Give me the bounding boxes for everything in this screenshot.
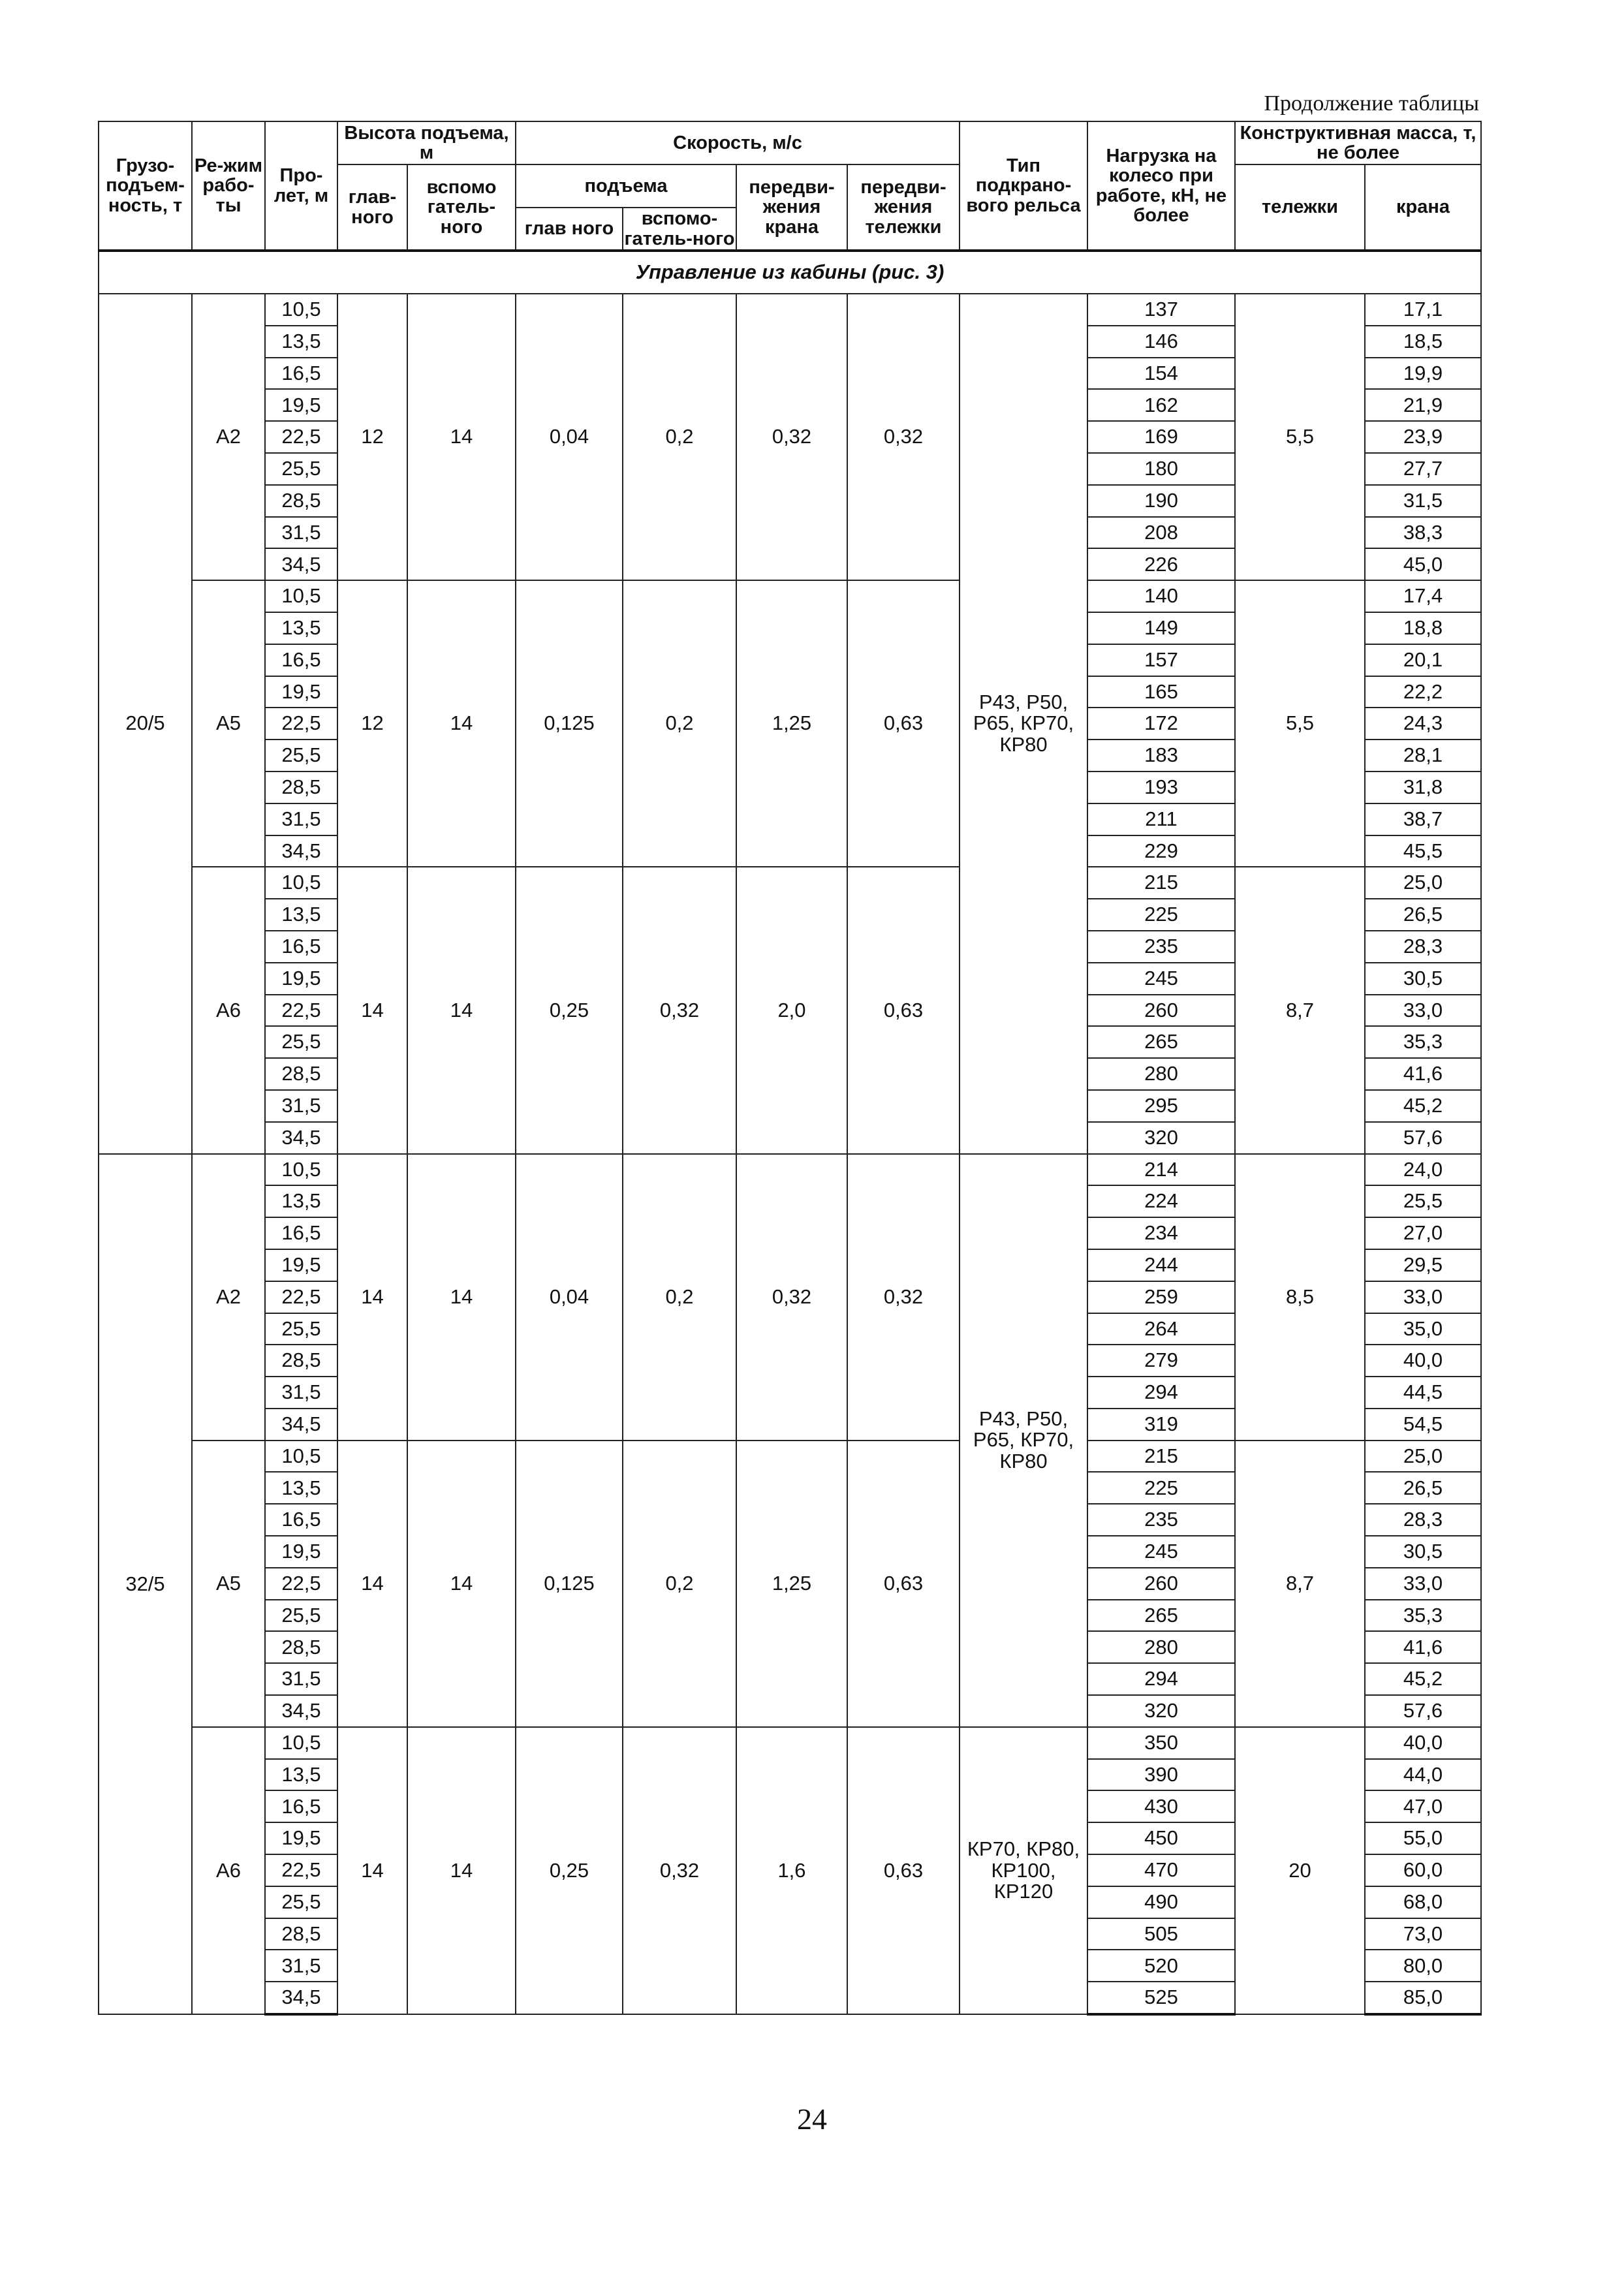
wheel-load-cell: 208 — [1087, 517, 1235, 549]
crane-mass-cell: 45,2 — [1365, 1663, 1481, 1695]
header-span: Про-лет, м — [265, 121, 337, 251]
crane-mass-cell: 18,5 — [1365, 326, 1481, 358]
speed-lift-main-cell: 0,25 — [516, 867, 623, 1153]
wheel-load-cell: 193 — [1087, 771, 1235, 803]
speed-lift-main-cell: 0,125 — [516, 1441, 623, 1727]
span-cell: 28,5 — [265, 1631, 337, 1663]
crane-mass-cell: 27,0 — [1365, 1217, 1481, 1249]
wheel-load-cell: 172 — [1087, 708, 1235, 740]
span-cell: 34,5 — [265, 1695, 337, 1727]
wheel-load-cell: 294 — [1087, 1663, 1235, 1695]
crane-specifications-table — [98, 121, 1482, 2016]
wheel-load-cell: 450 — [1087, 1822, 1235, 1854]
crane-mass-cell: 27,7 — [1365, 453, 1481, 485]
crane-mass-cell: 54,5 — [1365, 1409, 1481, 1441]
height-aux-cell: 14 — [407, 1154, 516, 1441]
wheel-load-cell: 225 — [1087, 899, 1235, 931]
wheel-load-cell: 280 — [1087, 1631, 1235, 1663]
span-cell: 31,5 — [265, 803, 337, 835]
crane-mass-cell: 28,3 — [1365, 931, 1481, 963]
mode-cell: А5 — [192, 580, 265, 867]
speed-lift-aux-cell: 0,32 — [623, 1727, 736, 2014]
header-speed-lift-main: глав ного — [516, 208, 623, 251]
table-row — [99, 580, 1481, 612]
height-aux-cell: 14 — [407, 1441, 516, 1727]
height-main-cell: 12 — [337, 294, 407, 580]
span-cell: 10,5 — [265, 867, 337, 899]
table-row — [99, 1727, 1481, 1759]
span-cell: 19,5 — [265, 676, 337, 708]
header-mode: Ре-жим рабо-ты — [192, 121, 265, 251]
wheel-load-cell: 259 — [1087, 1281, 1235, 1313]
wheel-load-cell: 264 — [1087, 1313, 1235, 1345]
table-row — [99, 867, 1481, 899]
speed-crane-cell: 1,25 — [736, 1441, 847, 1727]
wheel-load-cell: 215 — [1087, 1441, 1235, 1473]
wheel-load-cell: 149 — [1087, 612, 1235, 644]
wheel-load-cell: 190 — [1087, 485, 1235, 517]
span-cell: 28,5 — [265, 771, 337, 803]
header-mass-group: Конструктивная масса, т, не более — [1235, 121, 1481, 164]
trolley-mass-cell: 5,5 — [1235, 580, 1365, 867]
header-height-aux: вспомо гатель-ного — [407, 164, 516, 251]
crane-mass-cell: 31,5 — [1365, 485, 1481, 517]
header-height-main: глав-ного — [337, 164, 407, 251]
crane-mass-cell: 60,0 — [1365, 1854, 1481, 1886]
span-cell: 25,5 — [265, 740, 337, 771]
crane-mass-cell: 19,9 — [1365, 358, 1481, 390]
span-cell: 19,5 — [265, 1822, 337, 1854]
speed-crane-cell: 1,6 — [736, 1727, 847, 2014]
rail-type-cell: Р43, Р50, Р65, КР70, КР80 — [960, 1154, 1087, 1727]
trolley-mass-cell: 8,7 — [1235, 1441, 1365, 1727]
crane-mass-cell: 38,7 — [1365, 803, 1481, 835]
span-cell: 34,5 — [265, 835, 337, 867]
crane-mass-cell: 26,5 — [1365, 899, 1481, 931]
crane-mass-cell: 57,6 — [1365, 1695, 1481, 1727]
mode-cell: А5 — [192, 1441, 265, 1727]
span-cell: 16,5 — [265, 1217, 337, 1249]
span-cell: 31,5 — [265, 1090, 337, 1122]
crane-mass-cell: 28,3 — [1365, 1504, 1481, 1536]
span-cell: 25,5 — [265, 1313, 337, 1345]
span-cell: 25,5 — [265, 453, 337, 485]
speed-trolley-cell: 0,63 — [847, 1727, 960, 2014]
table-row — [99, 1154, 1481, 1186]
wheel-load-cell: 490 — [1087, 1886, 1235, 1918]
wheel-load-cell: 215 — [1087, 867, 1235, 899]
header-capacity: Грузо-подъем-ность, т — [99, 121, 192, 251]
speed-crane-cell: 1,25 — [736, 580, 847, 867]
wheel-load-cell: 137 — [1087, 294, 1235, 326]
span-cell: 31,5 — [265, 517, 337, 549]
crane-mass-cell: 21,9 — [1365, 389, 1481, 421]
span-cell: 10,5 — [265, 1154, 337, 1186]
wheel-load-cell: 224 — [1087, 1185, 1235, 1217]
crane-mass-cell: 40,0 — [1365, 1345, 1481, 1377]
wheel-load-cell: 165 — [1087, 676, 1235, 708]
page-number: 24 — [797, 2102, 827, 2136]
crane-mass-cell: 47,0 — [1365, 1790, 1481, 1822]
span-cell: 25,5 — [265, 1600, 337, 1632]
span-cell: 34,5 — [265, 1409, 337, 1441]
capacity-cell: 32/5 — [99, 1154, 192, 2015]
height-main-cell: 12 — [337, 580, 407, 867]
table-continuation-label: Продолжение таблицы — [1264, 91, 1479, 116]
crane-mass-cell: 28,1 — [1365, 740, 1481, 771]
rail-type-cell: КР70, КР80, КР100, КР120 — [960, 1727, 1087, 2014]
crane-mass-cell: 23,9 — [1365, 421, 1481, 453]
wheel-load-cell: 430 — [1087, 1790, 1235, 1822]
crane-mass-cell: 35,3 — [1365, 1026, 1481, 1058]
rail-type-cell: Р43, Р50, Р65, КР70, КР80 — [960, 294, 1087, 1154]
span-cell: 16,5 — [265, 644, 337, 676]
header-rail-type: Тип подкрано-вого рельса — [960, 121, 1087, 251]
crane-mass-cell: 80,0 — [1365, 1950, 1481, 1982]
wheel-load-cell: 183 — [1087, 740, 1235, 771]
span-cell: 10,5 — [265, 294, 337, 326]
crane-mass-cell: 31,8 — [1365, 771, 1481, 803]
wheel-load-cell: 320 — [1087, 1695, 1235, 1727]
span-cell: 28,5 — [265, 485, 337, 517]
wheel-load-cell: 235 — [1087, 931, 1235, 963]
span-cell: 22,5 — [265, 995, 337, 1027]
crane-mass-cell: 24,3 — [1365, 708, 1481, 740]
span-cell: 22,5 — [265, 708, 337, 740]
capacity-cell: 20/5 — [99, 294, 192, 1154]
span-cell: 13,5 — [265, 1759, 337, 1791]
height-main-cell: 14 — [337, 1154, 407, 1441]
crane-mass-cell: 85,0 — [1365, 1982, 1481, 2014]
height-aux-cell: 14 — [407, 580, 516, 867]
speed-lift-main-cell: 0,125 — [516, 580, 623, 867]
span-cell: 13,5 — [265, 612, 337, 644]
trolley-mass-cell: 20 — [1235, 1727, 1365, 2014]
span-cell: 13,5 — [265, 899, 337, 931]
wheel-load-cell: 265 — [1087, 1026, 1235, 1058]
table-row — [99, 1441, 1481, 1473]
crane-mass-cell: 40,0 — [1365, 1727, 1481, 1759]
crane-mass-cell: 33,0 — [1365, 1568, 1481, 1600]
wheel-load-cell: 294 — [1087, 1377, 1235, 1409]
span-cell: 28,5 — [265, 1918, 337, 1950]
height-main-cell: 14 — [337, 1727, 407, 2014]
span-cell: 13,5 — [265, 1472, 337, 1504]
wheel-load-cell: 162 — [1087, 389, 1235, 421]
header-mass-crane: крана — [1365, 164, 1481, 251]
speed-trolley-cell: 0,63 — [847, 867, 960, 1153]
wheel-load-cell: 214 — [1087, 1154, 1235, 1186]
crane-mass-cell: 73,0 — [1365, 1918, 1481, 1950]
crane-mass-cell: 44,5 — [1365, 1377, 1481, 1409]
wheel-load-cell: 140 — [1087, 580, 1235, 612]
span-cell: 16,5 — [265, 358, 337, 390]
crane-mass-cell: 17,1 — [1365, 294, 1481, 326]
span-cell: 10,5 — [265, 1727, 337, 1759]
crane-mass-cell: 44,0 — [1365, 1759, 1481, 1791]
crane-mass-cell: 17,4 — [1365, 580, 1481, 612]
span-cell: 25,5 — [265, 1886, 337, 1918]
span-cell: 16,5 — [265, 1790, 337, 1822]
wheel-load-cell: 244 — [1087, 1249, 1235, 1281]
span-cell: 19,5 — [265, 1536, 337, 1568]
speed-lift-main-cell: 0,04 — [516, 294, 623, 580]
trolley-mass-cell: 5,5 — [1235, 294, 1365, 580]
speed-crane-cell: 0,32 — [736, 1154, 847, 1441]
header-mass-trolley: тележки — [1235, 164, 1365, 251]
span-cell: 19,5 — [265, 963, 337, 995]
wheel-load-cell: 520 — [1087, 1950, 1235, 1982]
span-cell: 22,5 — [265, 421, 337, 453]
header-speed-group: Скорость, м/с — [516, 121, 960, 164]
table-row — [99, 294, 1481, 326]
wheel-load-cell: 260 — [1087, 1568, 1235, 1600]
crane-mass-cell: 45,5 — [1365, 835, 1481, 867]
wheel-load-cell: 350 — [1087, 1727, 1235, 1759]
crane-mass-cell: 55,0 — [1365, 1822, 1481, 1854]
mode-cell: А6 — [192, 1727, 265, 2014]
speed-trolley-cell: 0,32 — [847, 1154, 960, 1441]
header-speed-trolley: передви-жения тележки — [847, 164, 960, 251]
wheel-load-cell: 229 — [1087, 835, 1235, 867]
wheel-load-cell: 211 — [1087, 803, 1235, 835]
wheel-load-cell: 320 — [1087, 1122, 1235, 1154]
wheel-load-cell: 505 — [1087, 1918, 1235, 1950]
wheel-load-cell: 180 — [1087, 453, 1235, 485]
wheel-load-cell: 319 — [1087, 1409, 1235, 1441]
header-speed-crane: передви-жения крана — [736, 164, 847, 251]
span-cell: 34,5 — [265, 1982, 337, 2014]
crane-mass-cell: 26,5 — [1365, 1472, 1481, 1504]
wheel-load-cell: 169 — [1087, 421, 1235, 453]
span-cell: 22,5 — [265, 1281, 337, 1313]
crane-mass-cell: 24,0 — [1365, 1154, 1481, 1186]
crane-mass-cell: 45,0 — [1365, 548, 1481, 580]
wheel-load-cell: 280 — [1087, 1058, 1235, 1090]
mode-cell: А2 — [192, 294, 265, 580]
height-aux-cell: 14 — [407, 294, 516, 580]
crane-mass-cell: 35,0 — [1365, 1313, 1481, 1345]
crane-mass-cell: 35,3 — [1365, 1600, 1481, 1632]
wheel-load-cell: 279 — [1087, 1345, 1235, 1377]
span-cell: 28,5 — [265, 1058, 337, 1090]
wheel-load-cell: 225 — [1087, 1472, 1235, 1504]
header-speed-lift: подъема — [516, 164, 736, 208]
span-cell: 13,5 — [265, 326, 337, 358]
crane-mass-cell: 38,3 — [1365, 517, 1481, 549]
crane-mass-cell: 41,6 — [1365, 1631, 1481, 1663]
height-aux-cell: 14 — [407, 867, 516, 1153]
span-cell: 10,5 — [265, 580, 337, 612]
span-cell: 13,5 — [265, 1185, 337, 1217]
crane-mass-cell: 29,5 — [1365, 1249, 1481, 1281]
section-caption: Управление из кабины (рис. 3) — [99, 251, 1481, 294]
crane-mass-cell: 33,0 — [1365, 995, 1481, 1027]
crane-mass-cell: 33,0 — [1365, 1281, 1481, 1313]
speed-lift-aux-cell: 0,2 — [623, 1441, 736, 1727]
span-cell: 31,5 — [265, 1663, 337, 1695]
mode-cell: А2 — [192, 1154, 265, 1441]
wheel-load-cell: 157 — [1087, 644, 1235, 676]
speed-lift-aux-cell: 0,2 — [623, 1154, 736, 1441]
wheel-load-cell: 154 — [1087, 358, 1235, 390]
span-cell: 34,5 — [265, 548, 337, 580]
span-cell: 19,5 — [265, 1249, 337, 1281]
speed-lift-main-cell: 0,04 — [516, 1154, 623, 1441]
crane-mass-cell: 18,8 — [1365, 612, 1481, 644]
crane-mass-cell: 20,1 — [1365, 644, 1481, 676]
wheel-load-cell: 260 — [1087, 995, 1235, 1027]
speed-lift-aux-cell: 0,2 — [623, 294, 736, 580]
span-cell: 28,5 — [265, 1345, 337, 1377]
header-wheel-load: Нагрузка на колесо при работе, кН, не более — [1087, 121, 1235, 251]
span-cell: 10,5 — [265, 1441, 337, 1473]
header-height-group: Высота подъема, м — [337, 121, 516, 164]
crane-mass-cell: 25,0 — [1365, 867, 1481, 899]
speed-crane-cell: 2,0 — [736, 867, 847, 1153]
table-header — [99, 121, 1481, 294]
span-cell: 25,5 — [265, 1026, 337, 1058]
span-cell: 31,5 — [265, 1377, 337, 1409]
speed-lift-aux-cell: 0,32 — [623, 867, 736, 1153]
trolley-mass-cell: 8,5 — [1235, 1154, 1365, 1441]
wheel-load-cell: 226 — [1087, 548, 1235, 580]
span-cell: 19,5 — [265, 389, 337, 421]
speed-lift-main-cell: 0,25 — [516, 1727, 623, 2014]
span-cell: 22,5 — [265, 1568, 337, 1600]
height-main-cell: 14 — [337, 867, 407, 1153]
span-cell: 16,5 — [265, 931, 337, 963]
span-cell: 31,5 — [265, 1950, 337, 1982]
crane-mass-cell: 25,0 — [1365, 1441, 1481, 1473]
wheel-load-cell: 265 — [1087, 1600, 1235, 1632]
wheel-load-cell: 234 — [1087, 1217, 1235, 1249]
crane-mass-cell: 25,5 — [1365, 1185, 1481, 1217]
span-cell: 34,5 — [265, 1122, 337, 1154]
speed-crane-cell: 0,32 — [736, 294, 847, 580]
wheel-load-cell: 245 — [1087, 1536, 1235, 1568]
speed-trolley-cell: 0,32 — [847, 294, 960, 580]
wheel-load-cell: 245 — [1087, 963, 1235, 995]
trolley-mass-cell: 8,7 — [1235, 867, 1365, 1153]
wheel-load-cell: 235 — [1087, 1504, 1235, 1536]
wheel-load-cell: 525 — [1087, 1982, 1235, 2014]
crane-mass-cell: 30,5 — [1365, 963, 1481, 995]
wheel-load-cell: 470 — [1087, 1854, 1235, 1886]
speed-trolley-cell: 0,63 — [847, 580, 960, 867]
wheel-load-cell: 146 — [1087, 326, 1235, 358]
header-speed-lift-aux: вспомо-гатель-ного — [623, 208, 736, 251]
wheel-load-cell: 390 — [1087, 1759, 1235, 1791]
speed-lift-aux-cell: 0,2 — [623, 580, 736, 867]
span-cell: 16,5 — [265, 1504, 337, 1536]
crane-mass-cell: 30,5 — [1365, 1536, 1481, 1568]
height-aux-cell: 14 — [407, 1727, 516, 2014]
crane-mass-cell: 45,2 — [1365, 1090, 1481, 1122]
crane-mass-cell: 68,0 — [1365, 1886, 1481, 1918]
table-body — [99, 294, 1481, 2014]
wheel-load-cell: 295 — [1087, 1090, 1235, 1122]
crane-mass-cell: 22,2 — [1365, 676, 1481, 708]
span-cell: 22,5 — [265, 1854, 337, 1886]
height-main-cell: 14 — [337, 1441, 407, 1727]
speed-trolley-cell: 0,63 — [847, 1441, 960, 1727]
crane-mass-cell: 41,6 — [1365, 1058, 1481, 1090]
mode-cell: А6 — [192, 867, 265, 1153]
crane-mass-cell: 57,6 — [1365, 1122, 1481, 1154]
